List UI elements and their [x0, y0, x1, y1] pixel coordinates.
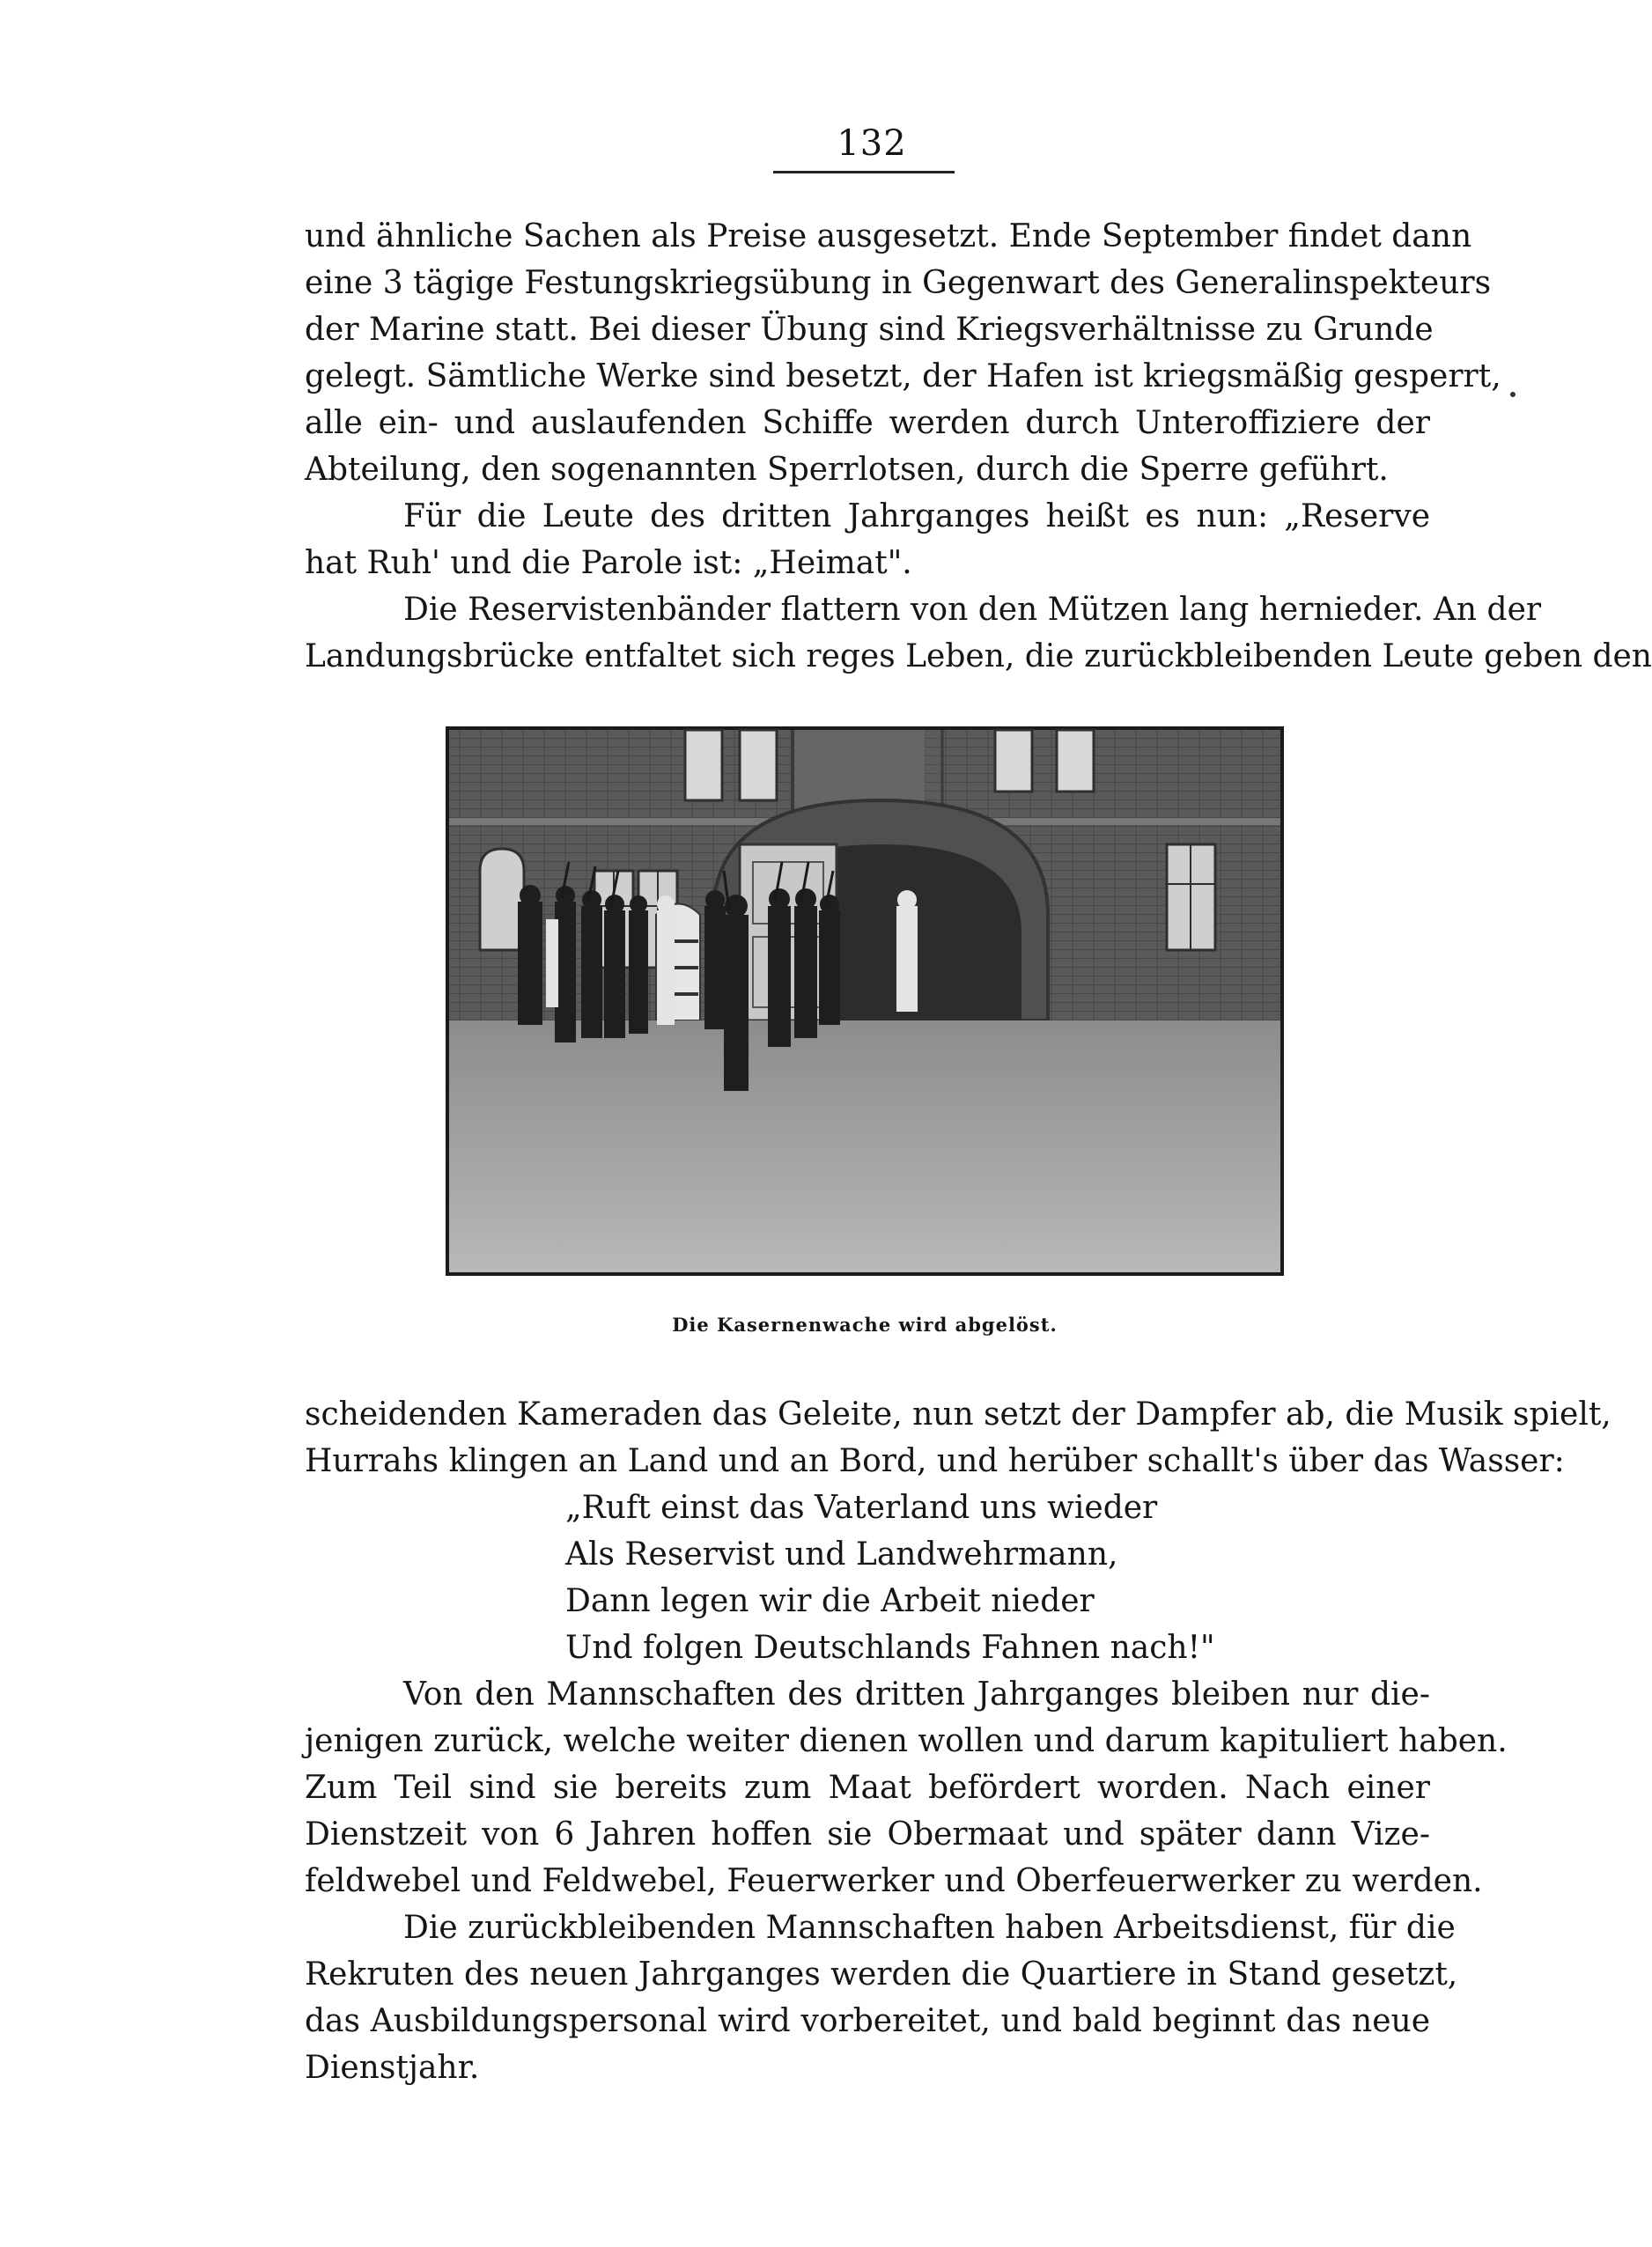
- paragraph-block-bottom: [305, 1391, 1611, 2091]
- text-line: gelegt. Sämtliche Werke sind besetzt, der Hafen ist kriegsmäßig gesperrt,: [305, 358, 1501, 394]
- text-line: alle ein- und auslaufenden Schiffe werden durch Unteroffiziere der: [305, 405, 1430, 441]
- text-line: Dienstjahr.: [305, 2050, 480, 2086]
- figure-caption: Die Kasernenwache wird abgelöst.: [672, 1314, 1058, 1336]
- margin-mark: [1510, 392, 1516, 397]
- text-line: feldwebel und Feldwebel, Feuerwerker und Oberfeuerwerker zu werden.: [305, 1863, 1483, 1899]
- verse-line: Und folgen Deutschlands Fahnen nach!": [565, 1630, 1215, 1666]
- verse-line: Dann legen wir die Arbeit nieder: [565, 1583, 1095, 1619]
- page-number-rule: [773, 171, 955, 173]
- text-line: Landungsbrücke entfaltet sich reges Leben, die zurückbleibenden Leute geben den: [305, 638, 1652, 674]
- text-line: Hurrahs klingen an Land und an Bord, und herüber schallt's über das Wasser:: [305, 1443, 1565, 1479]
- text-line: Von den Mannschaften des dritten Jahrganges bleiben nur die-: [403, 1676, 1430, 1713]
- page-number: 132: [837, 123, 907, 164]
- text-line: Für die Leute des dritten Jahrganges heißt es nun: „Reserve: [403, 498, 1430, 534]
- paragraph-block-top: [305, 213, 1652, 680]
- text-line: Dienstzeit von 6 Jahren hoffen sie Obermaat und später dann Vize-: [305, 1816, 1430, 1853]
- barracks-guard-photo: [446, 726, 1284, 1276]
- text-line: jenigen zurück, welche weiter dienen wollen und darum kapituliert haben.: [305, 1723, 1508, 1759]
- text-line: Die Reservistenbänder flattern von den Mützen lang hernieder. An der: [403, 592, 1542, 628]
- text-line: und ähnliche Sachen als Preise ausgesetzt. Ende September findet dann: [305, 218, 1472, 254]
- text-line: hat Ruh' und die Parole ist: „Heimat".: [305, 545, 912, 581]
- text-line: das Ausbildungspersonal wird vorbereitet, und bald beginnt das neue: [305, 2003, 1430, 2039]
- verse-line: „Ruft einst das Vaterland uns wieder: [565, 1490, 1158, 1526]
- text-line: Rekruten des neuen Jahrganges werden die Quartiere in Stand gesetzt,: [305, 1956, 1458, 1993]
- text-line: eine 3 tägige Festungskriegsübung in Gegenwart des Generalinspekteurs: [305, 265, 1492, 301]
- text-line: der Marine statt. Bei dieser Übung sind Kriegsverhältnisse zu Grunde: [305, 312, 1434, 348]
- text-line: Zum Teil sind sie bereits zum Maat befördert worden. Nach einer: [305, 1770, 1430, 1806]
- verse-line: Als Reservist und Landwehrmann,: [565, 1536, 1118, 1573]
- text-line: Abteilung, den sogenannten Sperrlotsen, durch die Sperre geführt.: [305, 452, 1389, 488]
- text-line: scheidenden Kameraden das Geleite, nun setzt der Dampfer ab, die Musik spielt,: [305, 1396, 1611, 1433]
- text-line: Die zurückbleibenden Mannschaften haben Arbeitsdienst, für die: [403, 1910, 1456, 1946]
